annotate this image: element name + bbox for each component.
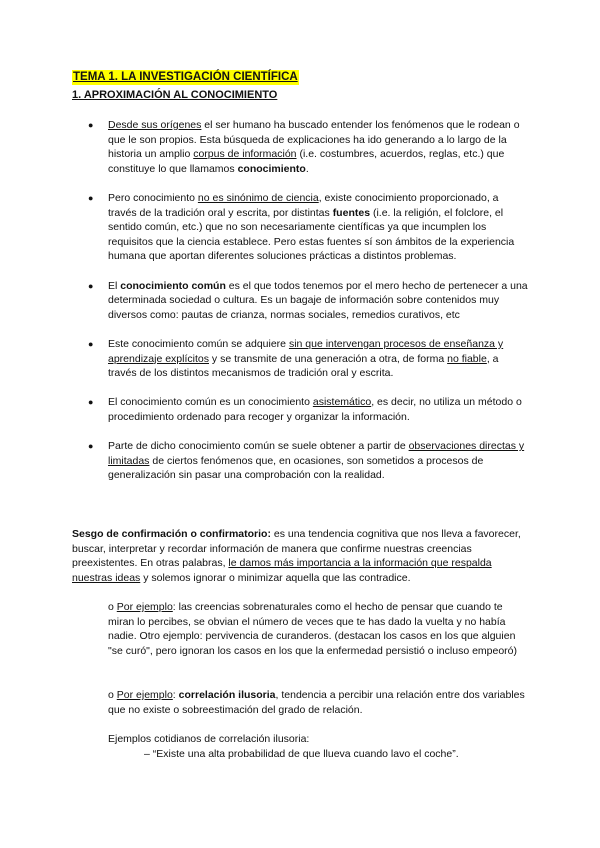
sesgo-paragraph (72, 527, 528, 585)
text: es el que todos tenemos por el mero hecho de pertenecer a una determinada sociedad o cultura. Es un bagaje de información sobre contenidos muy diversos como: pautas de crianza, normas sociales, remedios curativos, etc (108, 279, 528, 321)
underlined-text: le damos más importancia a la información que respalda nuestras ideas (72, 557, 492, 584)
text: es una tendencia cognitiva que nos lleva a favorecer, buscar, interpretar y recordar información de manera que confirme nuestras creencias preexistentes. En otras palabras, (72, 528, 521, 570)
example-paragraph-1 (108, 600, 528, 658)
bullet-icon: ● (88, 192, 94, 203)
text: El conocimiento común es un conocimiento (108, 396, 313, 409)
text: , tendencia a percibir una relación entre dos variables que no existe o sobreestimación del grado de relación. (108, 689, 525, 716)
bullet-icon: ● (88, 338, 94, 349)
underlined-text: Por ejemplo (116, 689, 173, 701)
underlined-text: no es sinónimo de ciencia (197, 191, 319, 204)
underlined-text: no fiable (447, 352, 487, 365)
bold-text: Sesgo de confirmación o confirmatorio: (72, 528, 271, 540)
underlined-text: observaciones directas y limitadas (108, 440, 525, 467)
bold-text: conocimiento común (120, 279, 226, 292)
bold-text: fuentes (332, 206, 371, 219)
text: , es decir, no utiliza un método o procedimiento ordenado para recoger y organizar la información. (108, 396, 522, 423)
text: Parte de dicho conocimiento común se suele obtener a partir de (108, 440, 409, 453)
list-item (88, 279, 528, 323)
text: (i.e. la religión, el folclore, el sentido común, etc.) que no son necesariamente científicas ya que incumplen los requisitos que la ciencia establece. Pero estas fuentes sí son ámbitos de la experiencia humana que aportan diferentes soluciones prácticas a distintos problemas. (108, 206, 515, 263)
bullet-list (88, 118, 528, 497)
text: o (108, 601, 117, 613)
bullet-icon: ● (88, 397, 94, 408)
text: o (108, 689, 117, 701)
text: , a través de los distintos mecanismos de tradición oral y escrita. (108, 352, 499, 380)
list-item (88, 395, 528, 424)
underlined-text: sin que intervengan procesos de enseñanza y aprendizaje explícitos (108, 337, 504, 365)
text: . (305, 162, 309, 175)
text: el ser humano ha buscado entender los fenómenos que le rodean o que le son propios. Esta búsqueda de explicaciones ha ido generando a lo largo de la historia un amplio (108, 119, 520, 161)
bold-text: conocimiento (237, 162, 306, 175)
page-title: TEMA 1. LA INVESTIGACIÓN CIENTÍFICA (73, 71, 298, 83)
text: : las creencias sobrenaturales como el hecho de pensar que cuando te miran lo percibes, se obvian el número de veces que te has dado la vuelta y no había nadie. Otro ejemplo: pervivencia de curanderos. (destacan los casos en los que alguien "se curó", pero ignoran los casos en los que la enfermedad persistió o incluso empeoró) (108, 601, 518, 657)
underlined-text: asistemático (312, 396, 372, 409)
bullet-icon: ● (88, 441, 94, 452)
text: , existe conocimiento proporcionado, a través de la tradición oral y escrita, por distintas (108, 191, 499, 219)
cotidianos-item: – “Existe una alta probabilidad de que llueva cuando lavo el coche”. (144, 748, 459, 760)
bullet-icon: ● (88, 120, 94, 130)
text: Este conocimiento común se adquiere (108, 337, 289, 350)
underlined-text: corpus de información (193, 148, 297, 161)
underlined-text: Desde sus orígenes (108, 119, 202, 131)
bold-text: correlación ilusoria (178, 689, 276, 701)
list-item (88, 439, 528, 483)
text: Pero conocimiento (108, 191, 198, 204)
underlined-text: Por ejemplo (116, 601, 173, 613)
list-item (88, 118, 528, 176)
section-heading: 1. APROXIMACIÓN AL CONOCIMIENTO (72, 89, 278, 101)
text: y se transmite de una generación a otra, de forma (208, 352, 448, 365)
example-paragraph-2 (108, 688, 528, 717)
text: El (108, 279, 121, 292)
cotidianos-intro: Ejemplos cotidianos de correlación ilusoria: (108, 733, 310, 745)
list-item (88, 337, 528, 381)
text: : (172, 689, 179, 701)
text: (i.e. costumbres, acuerdos, reglas, etc.) que constituye lo que llamamos (108, 148, 505, 175)
list-item (88, 191, 528, 264)
text: y solemos ignorar o minimizar aquella que las contradice. (140, 571, 411, 584)
text: de ciertos fenómenos que, en ocasiones, son sometidos a procesos de generalización sin pasar una comprobación con la realidad. (108, 454, 484, 482)
bullet-icon: ● (88, 280, 94, 291)
